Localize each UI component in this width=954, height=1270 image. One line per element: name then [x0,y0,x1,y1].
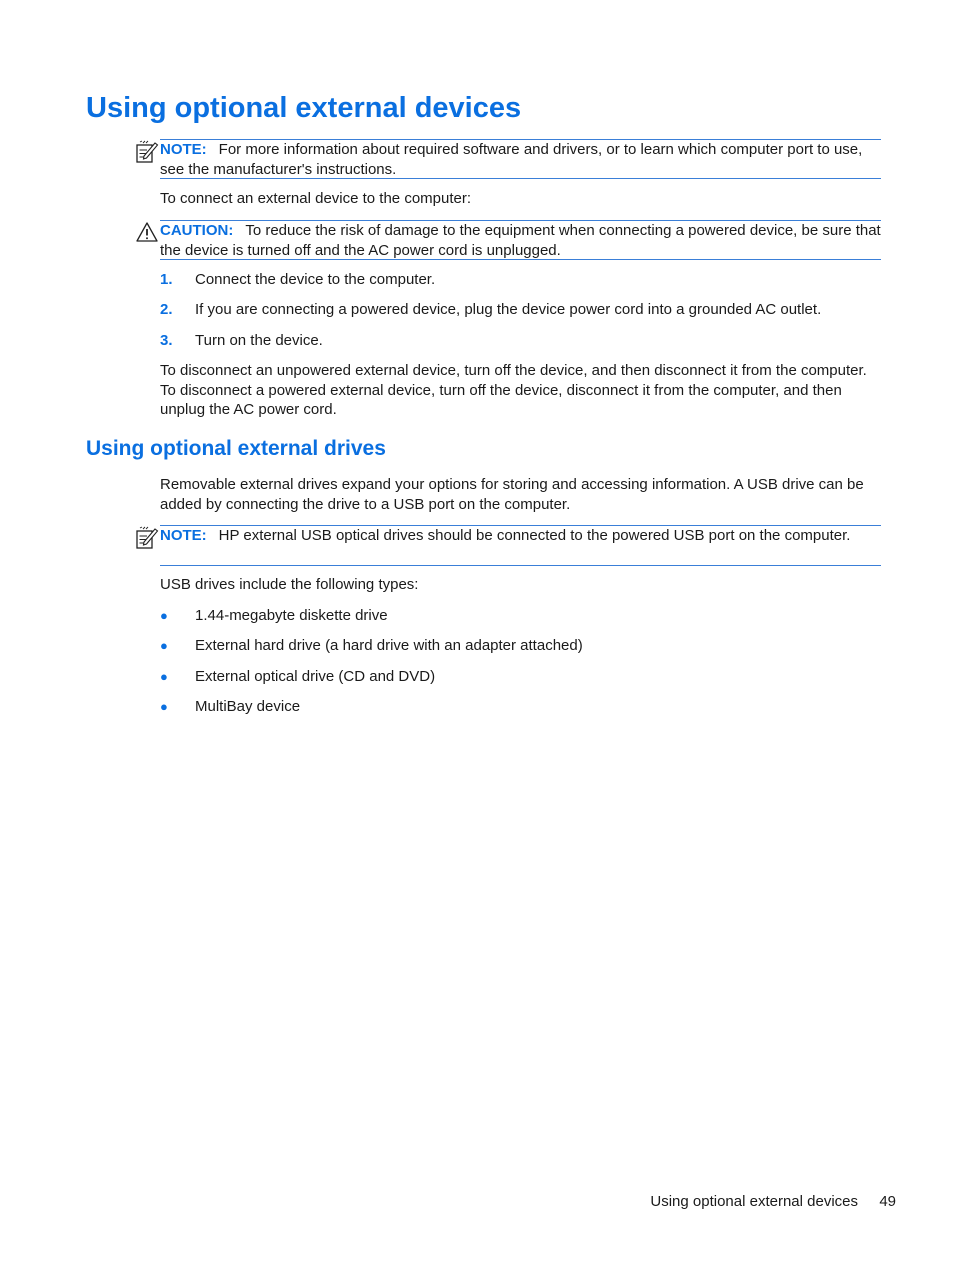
caution-label: CAUTION: [160,222,234,239]
bullet-text: MultiBay device [195,698,301,715]
step-number: 1. [160,271,173,288]
step-number: 3. [160,332,173,349]
note-pencil-icon [135,526,159,550]
caution-triangle-icon [136,221,158,243]
note-pencil-icon [135,140,159,164]
step-text: Turn on the device. [195,332,323,349]
step-text: Connect the device to the computer. [195,271,436,288]
bullet-icon: ● [160,669,168,684]
bullet-icon: ● [160,608,168,623]
footer-section-title: Using optional external devices [650,1193,858,1210]
note-box [160,525,881,566]
disconnect-paragraph: To disconnect an unpowered external device, turn off the device, and then disconnect it from the computer. To disconnect a powered external device, turn off the device, disconnect it from the computer, and then unplug the AC power cord. [160,362,867,418]
caution-box [160,220,881,260]
bullet-text: External hard drive (a hard drive with an adapter attached) [195,637,583,654]
note-text: For more information about required software and drivers, or to learn which computer port to use, see the manufacturer's instructions. [160,141,863,178]
note-text: HP external USB optical drives should be connected to the powered USB port on the computer. [218,527,851,544]
bullet-text: 1.44-megabyte diskette drive [195,607,388,624]
page-title: Using optional external devices [86,92,522,124]
bullet-text: External optical drive (CD and DVD) [195,668,436,685]
caution-text: To reduce the risk of damage to the equipment when connecting a powered device, be sure that the device is turned off and the AC power cord is unplugged. [160,222,881,259]
step-number: 2. [160,301,173,318]
note-box [160,139,881,179]
note-label: NOTE: [160,527,207,544]
bullet-icon: ● [160,699,168,714]
bullet-icon: ● [160,638,168,653]
intro-text: To connect an external device to the computer: [160,190,472,207]
types-intro: USB drives include the following types: [160,576,419,593]
page-number: 49 [879,1193,896,1210]
drives-paragraph: Removable external drives expand your options for storing and accessing information. A USB drive can be added by connecting the drive to a USB port on the computer. [160,476,864,513]
note-label: NOTE: [160,141,207,158]
section-heading: Using optional external drives [86,437,386,460]
step-text: If you are connecting a powered device, plug the device power cord into a grounded AC outlet. [195,301,822,318]
